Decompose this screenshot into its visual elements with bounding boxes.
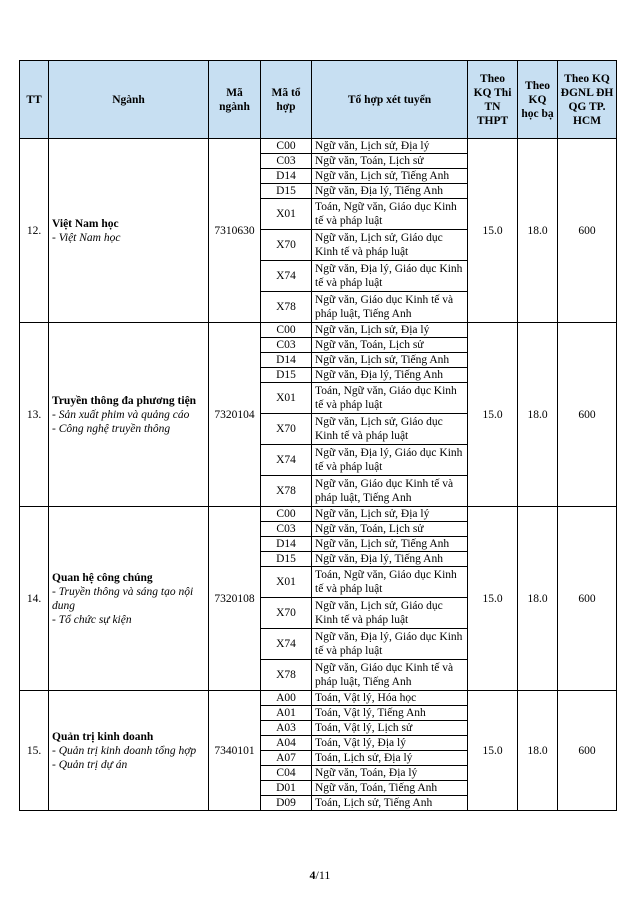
combo-subjects: Ngữ văn, Địa lý, Giáo dục Kinh tế và pháp luật (312, 629, 468, 660)
page-number: 4 (309, 868, 316, 882)
combo-code: X74 (261, 445, 312, 476)
combo-subjects: Ngữ văn, Toán, Lịch sử (312, 154, 468, 169)
combo-code: X70 (261, 230, 312, 261)
combo-subjects: Ngữ văn, Lịch sử, Địa lý (312, 139, 468, 154)
score-thpt: 15.0 (468, 507, 518, 691)
combo-subjects: Ngữ văn, Giáo dục Kinh tế và pháp luật, Tiếng Anh (312, 292, 468, 323)
score-hoc-ba: 18.0 (518, 691, 558, 811)
score-dgnl: 600 (558, 691, 617, 811)
major-number: 13. (20, 323, 49, 507)
combo-code: D14 (261, 537, 312, 552)
combo-subjects: Ngữ văn, Toán, Lịch sử (312, 338, 468, 353)
combo-subjects: Ngữ văn, Lịch sử, Giáo dục Kinh tế và pháp luật (312, 230, 468, 261)
combo-subjects: Ngữ văn, Lịch sử, Địa lý (312, 323, 468, 338)
score-hoc-ba: 18.0 (518, 507, 558, 691)
score-dgnl: 600 (558, 139, 617, 323)
major-name: Việt Nam học (52, 217, 119, 230)
combo-subjects: Ngữ văn, Địa lý, Tiếng Anh (312, 184, 468, 199)
score-dgnl: 600 (558, 323, 617, 507)
combo-code: C04 (261, 766, 312, 781)
col-header-kq-dgnl: Theo KQ ĐGNL ĐH QG TP. HCM (558, 61, 617, 139)
major-number: 14. (20, 507, 49, 691)
table-row (20, 691, 617, 706)
combo-subjects: Ngữ văn, Giáo dục Kinh tế và pháp luật, Tiếng Anh (312, 476, 468, 507)
combo-code: X74 (261, 261, 312, 292)
table-row (20, 323, 617, 338)
major-number: 12. (20, 139, 49, 323)
score-hoc-ba: 18.0 (518, 139, 558, 323)
col-header-tt: TT (20, 61, 49, 139)
combo-code: A01 (261, 706, 312, 721)
page-total: /11 (315, 868, 331, 882)
combo-subjects: Ngữ văn, Giáo dục Kinh tế và pháp luật, Tiếng Anh (312, 660, 468, 691)
col-header-kq-hoc-ba: Theo KQ học bạ (518, 61, 558, 139)
combo-subjects: Toán, Ngữ văn, Giáo dục Kinh tế và pháp luật (312, 383, 468, 414)
combo-subjects: Ngữ văn, Địa lý, Tiếng Anh (312, 368, 468, 383)
combo-subjects: Ngữ văn, Địa lý, Tiếng Anh (312, 552, 468, 567)
combo-code: C00 (261, 507, 312, 522)
combo-code: X74 (261, 629, 312, 660)
combo-code: A04 (261, 736, 312, 751)
combo-subjects: Ngữ văn, Địa lý, Giáo dục Kinh tế và pháp luật (312, 261, 468, 292)
major-cell (49, 139, 209, 323)
col-header-nganh: Ngành (49, 61, 209, 139)
major-cell (49, 691, 209, 811)
major-code: 7320108 (209, 507, 261, 691)
specialization: - Tổ chức sự kiện (52, 613, 132, 626)
combo-code: C00 (261, 323, 312, 338)
specialization: - Truyền thông và sáng tạo nội dung (52, 585, 194, 612)
specialization: - Quản trị kinh doanh tổng hợp (52, 744, 197, 757)
specialization: - Sản xuất phim và quảng cáo (52, 408, 190, 421)
major-name: Quan hệ công chúng (52, 571, 153, 584)
table-row (20, 507, 617, 522)
specialization: - Quản trị dự án (52, 758, 128, 771)
header-row (20, 61, 617, 139)
major-number: 15. (20, 691, 49, 811)
combo-subjects: Ngữ văn, Lịch sử, Giáo dục Kinh tế và pháp luật (312, 414, 468, 445)
combo-code: A00 (261, 691, 312, 706)
combo-subjects: Toán, Vật lý, Tiếng Anh (312, 706, 468, 721)
combo-subjects: Toán, Vật lý, Lịch sử (312, 721, 468, 736)
major-code: 7320104 (209, 323, 261, 507)
major-code: 7310630 (209, 139, 261, 323)
table-row (20, 139, 617, 154)
combo-code: D14 (261, 353, 312, 368)
combo-subjects: Ngữ văn, Lịch sử, Địa lý (312, 507, 468, 522)
combo-code: X01 (261, 199, 312, 230)
combo-code: C03 (261, 522, 312, 537)
major-code: 7340101 (209, 691, 261, 811)
specialization: - Việt Nam học (52, 231, 121, 244)
combo-subjects: Ngữ văn, Toán, Lịch sử (312, 522, 468, 537)
combo-subjects: Toán, Ngữ văn, Giáo dục Kinh tế và pháp luật (312, 567, 468, 598)
col-header-ma-to-hop: Mã tổ hợp (261, 61, 312, 139)
major-cell (49, 323, 209, 507)
combo-subjects: Ngữ văn, Lịch sử, Giáo dục Kinh tế và pháp luật (312, 598, 468, 629)
combo-subjects: Toán, Vật lý, Địa lý (312, 736, 468, 751)
score-hoc-ba: 18.0 (518, 323, 558, 507)
combo-subjects: Ngữ văn, Lịch sử, Tiếng Anh (312, 169, 468, 184)
col-header-ma-nganh: Mã ngành (209, 61, 261, 139)
score-thpt: 15.0 (468, 323, 518, 507)
col-header-kq-thpt: Theo KQ Thi TN THPT (468, 61, 518, 139)
combo-code: D15 (261, 184, 312, 199)
combo-code: A07 (261, 751, 312, 766)
major-cell (49, 507, 209, 691)
combo-subjects: Ngữ văn, Toán, Tiếng Anh (312, 781, 468, 796)
combo-code: D14 (261, 169, 312, 184)
admission-table (19, 60, 617, 811)
table-body (20, 139, 617, 811)
combo-code: D15 (261, 552, 312, 567)
combo-subjects: Toán, Lịch sử, Tiếng Anh (312, 796, 468, 811)
specialization: - Công nghệ truyền thông (52, 422, 171, 435)
score-thpt: 15.0 (468, 691, 518, 811)
score-dgnl: 600 (558, 507, 617, 691)
combo-code: D15 (261, 368, 312, 383)
page-footer (0, 868, 640, 883)
major-name: Truyền thông đa phương tiện (52, 394, 197, 407)
combo-code: D01 (261, 781, 312, 796)
combo-code: X70 (261, 414, 312, 445)
combo-subjects: Ngữ văn, Lịch sử, Tiếng Anh (312, 353, 468, 368)
combo-subjects: Ngữ văn, Lịch sử, Tiếng Anh (312, 537, 468, 552)
combo-subjects: Toán, Vật lý, Hóa học (312, 691, 468, 706)
major-name: Quản trị kinh doanh (52, 730, 154, 743)
combo-code: X01 (261, 383, 312, 414)
combo-subjects: Ngữ văn, Toán, Địa lý (312, 766, 468, 781)
combo-code: C00 (261, 139, 312, 154)
combo-subjects: Ngữ văn, Địa lý, Giáo dục Kinh tế và pháp luật (312, 445, 468, 476)
combo-code: C03 (261, 338, 312, 353)
combo-code: X78 (261, 292, 312, 323)
combo-code: X01 (261, 567, 312, 598)
combo-code: A03 (261, 721, 312, 736)
combo-code: X78 (261, 660, 312, 691)
combo-subjects: Toán, Lịch sử, Địa lý (312, 751, 468, 766)
combo-code: X70 (261, 598, 312, 629)
col-header-to-hop: Tổ hợp xét tuyển (312, 61, 468, 139)
combo-code: D09 (261, 796, 312, 811)
score-thpt: 15.0 (468, 139, 518, 323)
combo-subjects: Toán, Ngữ văn, Giáo dục Kinh tế và pháp luật (312, 199, 468, 230)
combo-code: X78 (261, 476, 312, 507)
combo-code: C03 (261, 154, 312, 169)
